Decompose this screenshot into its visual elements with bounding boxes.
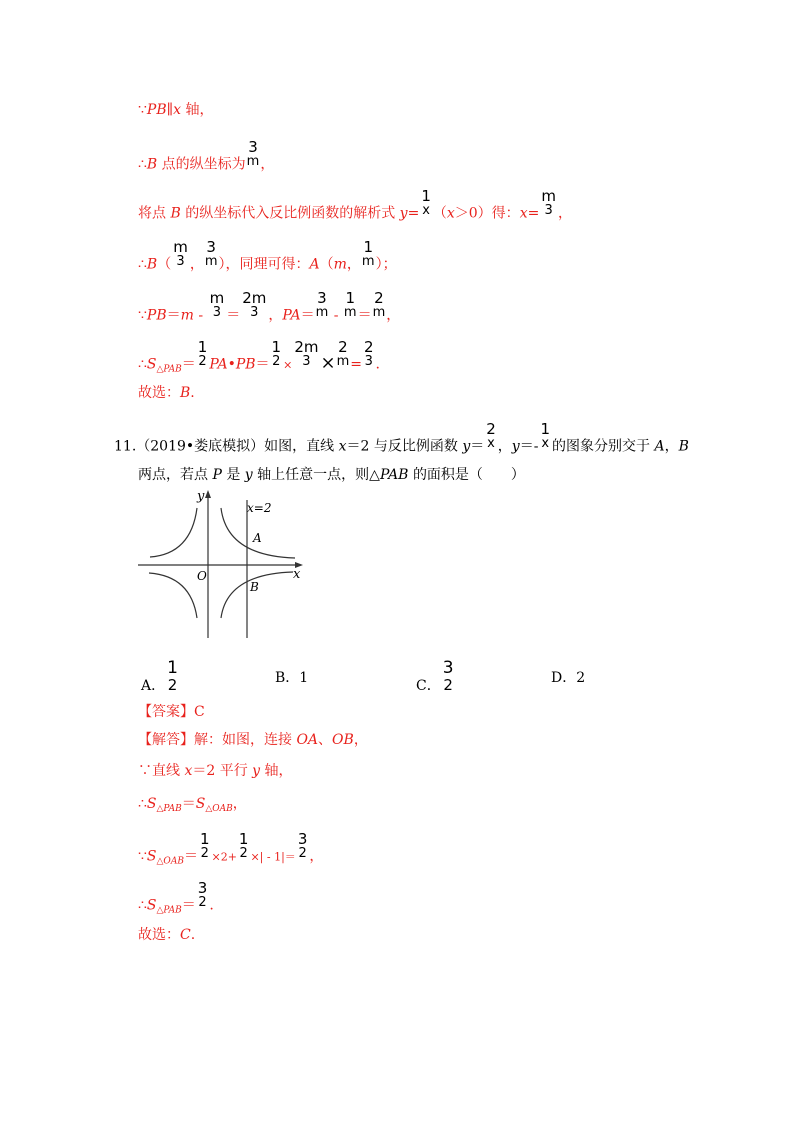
hyperbola-figure [135, 488, 305, 643]
point-b-label: B [250, 580, 259, 594]
fraction: 3 m [315, 289, 329, 320]
fraction: 1 2 [197, 338, 208, 369]
solution-line-1: ∵PB∥x 轴， [138, 102, 214, 118]
fraction: 1 2 [238, 830, 249, 861]
fraction: 3 2 [197, 879, 208, 910]
fraction: 2m 3 [242, 289, 267, 320]
answer-line: 【答案】C [138, 704, 205, 720]
option-b[interactable]: B．1 [275, 670, 309, 686]
origin-label: O [197, 569, 207, 583]
y-axis-label: y [197, 489, 205, 504]
fraction: 1 2 [199, 830, 210, 861]
solution-conclusion: 故选：B. [138, 385, 195, 401]
analysis-line-2: ∵直线 x＝2 平行 y 轴， [138, 763, 293, 779]
fraction: 1 2 [167, 658, 178, 694]
solution-line-5: ∵PB＝m - m 3 ＝ 2m 3 ，PA＝ 3 m - 1 m ＝ 2 m ， [138, 289, 401, 324]
hyperbola-q2 [150, 508, 197, 557]
solution-line-3: 将点 B 的纵坐标代入反比例函数的解析式 y= 1 x （x＞0）得：x= m 3 ， [138, 187, 572, 222]
fraction: 2 x [486, 420, 496, 451]
fraction: 2 m [336, 338, 350, 369]
fraction: 3 m [246, 138, 260, 169]
fraction: 1 x [540, 420, 550, 451]
point-a-label: A [253, 531, 262, 545]
x-axis-label: x [293, 567, 301, 582]
fraction: 3 2 [442, 658, 454, 694]
fraction: 3 m [204, 238, 218, 269]
fraction: 2m 3 [294, 338, 319, 369]
analysis-conclusion: 故选：C. [138, 927, 196, 943]
solution-line-2: ∴B 点的纵坐标为 3 m ， [138, 138, 275, 173]
fraction: 1 m [361, 238, 375, 269]
fraction: m 3 [173, 238, 188, 269]
fraction: 2 3 [363, 338, 374, 369]
fraction: 2 m [372, 289, 386, 320]
fraction: 3 2 [297, 830, 308, 861]
option-a[interactable]: A． 1 2 [141, 658, 178, 694]
analysis-line-3: $\therefore S_{\triangle PAB}=S_{\triangle OAB}$， [138, 796, 247, 814]
fraction: m 3 [541, 187, 556, 218]
option-d[interactable]: D．2 [551, 670, 586, 686]
solution-line-4: ∴B（ m 3 ， 3 m ），同理可得：A（m， 1 m ）； [138, 238, 397, 273]
analysis-line-4: $\because S_{\triangle OAB}=$ 1 2 ×2+ 1 2 ×| - 1|＝ 3 2 ， [138, 830, 324, 867]
question-line-2: 两点，若点 P 是 y 轴上任意一点，则△PAB 的面积是（ ） [138, 467, 525, 483]
analysis-line-5: $\therefore S_{\triangle PAB}=$ 3 2 . [138, 879, 214, 916]
analysis-line-1: 【解答】解：如图，连接 OA、OB， [138, 732, 368, 748]
question-line-1: 11.（2019•娄底模拟）如图，直线 x＝2 与反比例函数 y＝ 2 x ，y＝- 1 x 的图象分别交于 A，B [114, 420, 689, 455]
fraction: 1 2 [271, 338, 282, 369]
solution-line-6: $\therefore S_{\triangle PAB}=$ 1 2 PA•PB＝ 1 2 × 2m 3 × 2 m = 2 3 . [138, 338, 380, 375]
fraction: m 3 [209, 289, 225, 320]
line-label: x=2 [247, 501, 272, 515]
option-c[interactable]: C． 3 2 [416, 658, 454, 694]
hyperbola-q4 [221, 572, 293, 618]
fraction: 1 m [343, 289, 357, 320]
hyperbola-q3 [149, 573, 197, 618]
fraction: 1 x [421, 187, 431, 218]
